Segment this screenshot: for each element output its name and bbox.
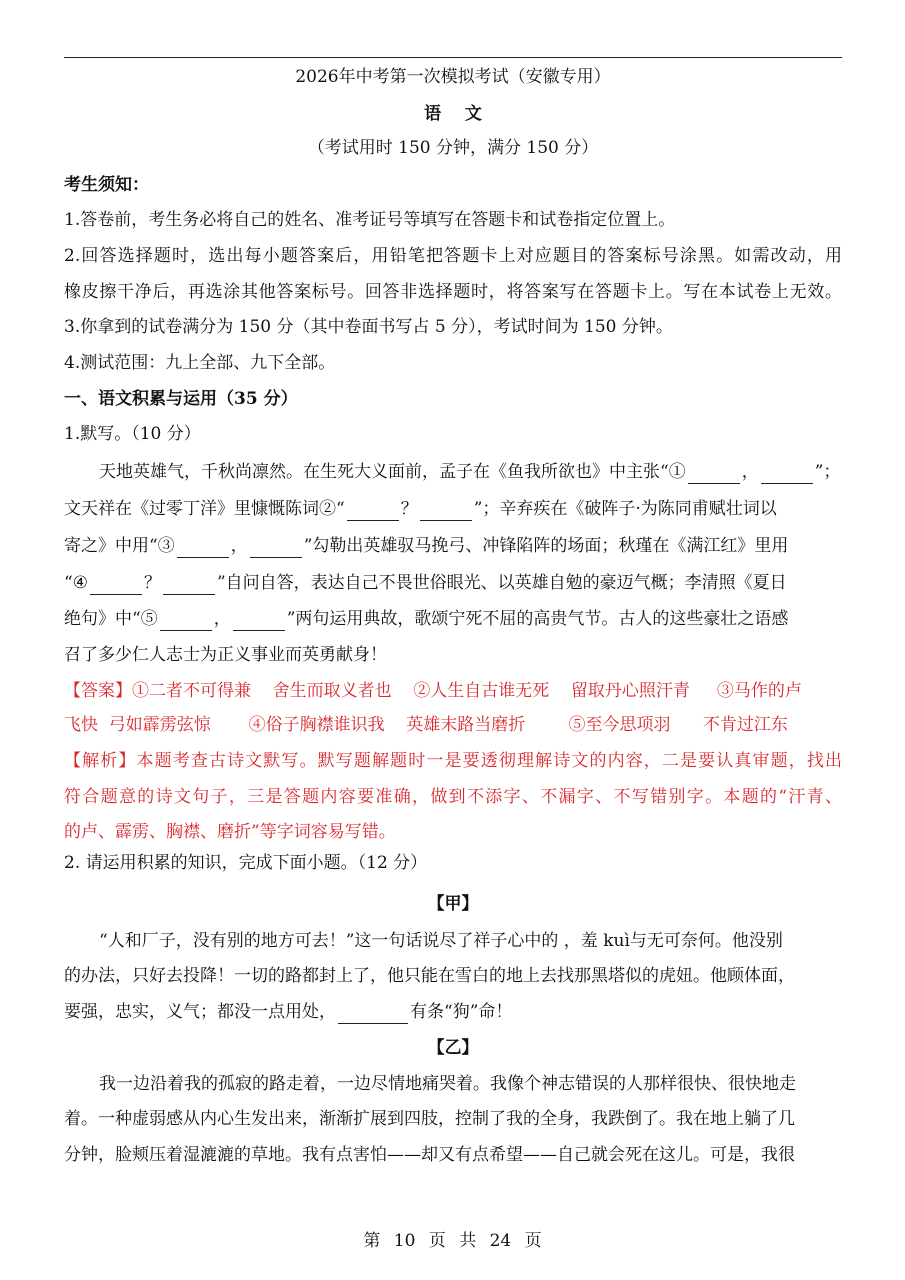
notice-heading: 考生须知： — [64, 175, 149, 195]
question-1-title: 1.默写。（10 分） — [64, 424, 201, 444]
q1-text-line2: 文天祥在《过零丁洋》里慷慨陈词②“ ？ ”；辛弃疾在《破阵子·为陈同甫赋壮词以 — [64, 499, 777, 519]
passage-yi-label: 【乙】 — [427, 1038, 479, 1058]
answer-line1: 【答案】①二者不可得兼 舍生而取义者也 ②人生自古谁无死 留取丹心照汗青 ③马作的卢 — [64, 681, 802, 701]
notice-item-1: 1.答卷前，考生务必将自己的姓名、准考证号等填写在答题卡和试卷指定位置上。 — [64, 210, 676, 230]
exam-info: （考试用时 150 分钟，满分 150 分） — [307, 138, 599, 158]
notice-item-2-line1: 2.回答选择题时，选出每小题答案后，用铅笔把答题卡上对应题目的答案标号涂黑。如需改动，用 — [64, 246, 842, 266]
answer-line2: 飞快 弓如霹雳弦惊 ④俗子胸襟谁识我 英雄末路当磨折 ⑤至今思项羽 不肯过江东 — [64, 715, 788, 735]
passage-jia-label: 【甲】 — [427, 894, 479, 914]
analysis-line2: 符合题意的诗文句子，三是答题内容要准确，做到不添字、不漏字、不写错别字。本题的“汗青、 — [64, 787, 842, 807]
total-page-number: 24 — [489, 1231, 512, 1251]
subject-title: 语 文 — [424, 104, 482, 124]
jia-line1: “人和厂子，没有别的地方可去！”这一句话说尽了祥子心中的 ，羞 kuì与无可奈何。他没别 — [99, 931, 783, 951]
q1-text-line3: 寄之》中用“③ ， ”勾勒出英雄驭马挽弓、冲锋陷阵的场面；秋瑾在《满江红》里用 — [64, 536, 789, 556]
yi-line3: 分钟，脸颊压着湿漉漉的草地。我有点害怕——却又有点希望——自己就会死在这儿。可是，我很 — [64, 1145, 795, 1165]
notice-item-3: 3.你拿到的试卷满分为 150 分（其中卷面书写占 5 分），考试时间为 150 分钟。 — [64, 317, 673, 337]
page-footer: 第 10 页 共 24 页 — [363, 1231, 542, 1251]
current-page-number: 10 — [393, 1231, 416, 1251]
section-heading: 一、语文积累与运用（35 分） — [64, 389, 298, 409]
question-2-title: 2. 请运用积累的知识，完成下面小题。（12 分） — [64, 853, 428, 873]
notice-item-4: 4.测试范围：九上全部、九下全部。 — [64, 353, 336, 373]
jia-line3: 要强，忠实，义气；都没一点用处， 有条“狗”命！ — [64, 1002, 513, 1022]
q1-text-line5: 绝句》中“⑤ ， ”两句运用典故，歌颂宁死不屈的高贵气节。古人的这些豪壮之语感 — [64, 609, 789, 629]
notice-item-2-line2: 橡皮擦干净后，再选涂其他答案标号。回答非选择题时，将答案写在答题卡上。写在本试卷上无效。 — [64, 282, 842, 302]
exam-title: 2026年中考第一次模拟考试（安徽专用） — [295, 67, 611, 87]
analysis-line3: 的卢、霹雳、胸襟、磨折”等字词容易写错。 — [64, 822, 396, 842]
top-rule — [64, 57, 842, 58]
q1-text-line1: 天地英雄气，千秋尚凛然。在生死大义面前，孟子在《鱼我所欲也》中主张“① ， ”； — [99, 462, 841, 482]
yi-line1: 我一边沿着我的孤寂的路走着，一边尽情地痛哭着。我像个神志错误的人那样很快、很快地走 — [99, 1074, 796, 1094]
yi-line2: 着。一种虚弱感从内心生发出来，渐渐扩展到四肢，控制了我的全身，我跌倒了。我在地上躺了几 — [64, 1109, 795, 1129]
jia-line2: 的办法，只好去投降！一切的路都封上了，他只能在雪白的地上去找那黑塔似的虎妞。他顾体面， — [64, 966, 795, 986]
analysis-line1: 【解析】本题考查古诗文默写。默写题解题时一是要透彻理解诗文的内容，二是要认真审题，找出 — [64, 751, 842, 771]
q1-text-line4: “④ ？ ”自问自答，表达自己不畏世俗眼光、以英雄自勉的豪迈气概；李清照《夏日 — [64, 573, 787, 593]
q1-text-line6: 召了多少仁人志士为正义事业而英勇献身！ — [64, 645, 387, 665]
